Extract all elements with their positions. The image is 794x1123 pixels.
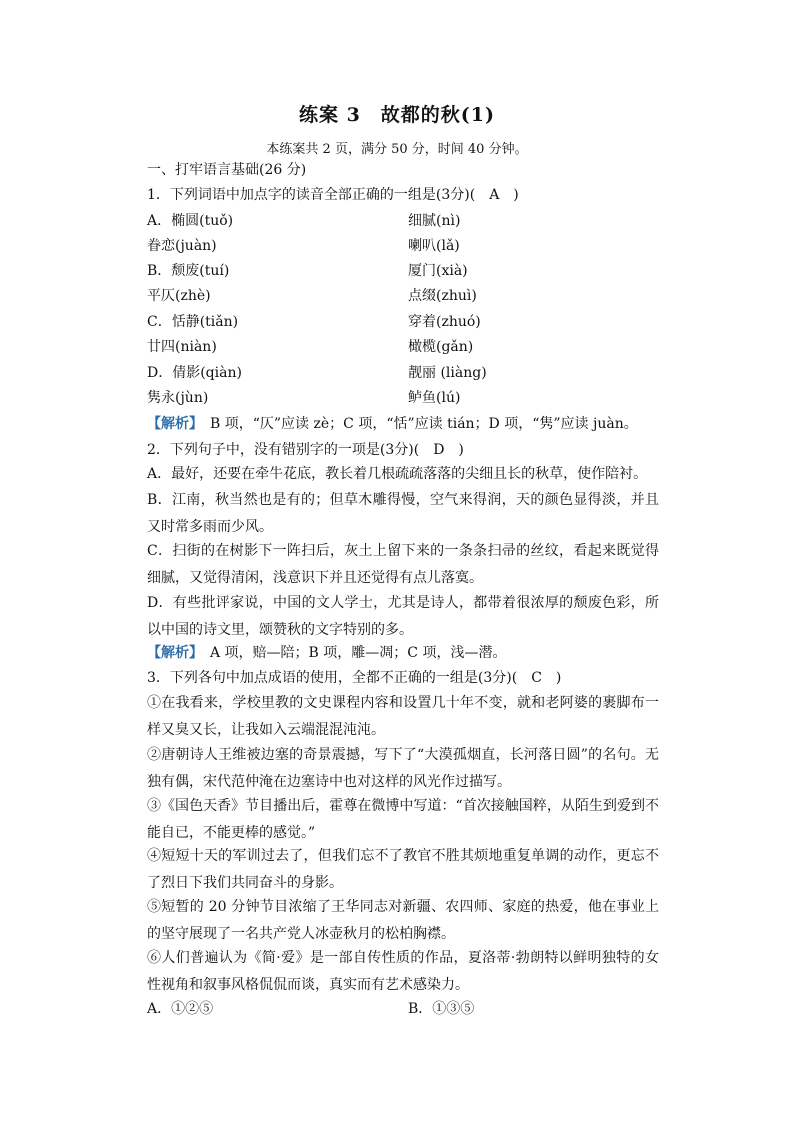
q3-option-a: A．①②⑤ — [147, 1001, 214, 1017]
q1-option-cell: 廿四(niàn) — [147, 339, 217, 355]
q1-option-cell: 喇叭(lǎ) — [408, 238, 460, 254]
q3-sentence-1: ①在我看来，学校里教的文史课程内容和设置几十年不变，就和老阿婆的裹脚布一样又臭又长，让我如入云端混混沌沌。 — [147, 695, 659, 738]
q1-option-cell: 眷恋(juàn) — [147, 238, 217, 254]
q1-option-cell: 平仄(zhè) — [147, 288, 211, 304]
q3-sentence-5: ⑤短暂的 20 分钟节目浓缩了王华同志对新疆、农四师、家庭的热爱，他在事业上的坚守展现了一名共产党人冰壶秋月的松柏胸襟。 — [147, 899, 659, 942]
analysis-text: A 项，赔—陪；B 项，雕—凋；C 项，浅—潜。 — [196, 645, 507, 661]
q3-option-b: B．①③⑤ — [408, 1001, 475, 1017]
q3-sentence-2: ②唐朝诗人王维被边塞的奇景震撼，写下了“大漠孤烟直，长河落日圆”的名句。无独有偶，宋代范仲淹在边塞诗中也对这样的风光作过描写。 — [147, 747, 659, 790]
analysis-label: 【解析】 — [147, 416, 196, 432]
q1-option-cell: B．颓废(tuí) — [147, 263, 230, 279]
q2-option-c: C．扫街的在树影下一阵扫后，灰土上留下来的一条条扫帚的丝纹，看起来既觉得细腻，又觉得清闲，浅意识下并且还觉得有点儿落寞。 — [147, 543, 659, 586]
q2-option-d: D．有些批评家说，中国的文人学士，尤其是诗人，都带着很浓厚的颓废色彩，所以中国的诗文里，颂赞秋的文字特别的多。 — [147, 595, 659, 638]
question-1-stem: 1．下列词语中加点字的读音全部正确的一组是(3分)( A ) — [147, 187, 519, 203]
q3-sentence-6: ⑥人们普遍认为《简·爱》是一部自传性质的作品，夏洛蒂·勃朗特以鲜明独特的女性视角和叙事风格侃侃而谈，真实而有艺术感染力。 — [147, 950, 659, 993]
q1-option-cell: C．恬静(tiǎn) — [147, 314, 239, 330]
analysis-label: 【解析】 — [147, 645, 196, 661]
q1-option-cell: 穿着(zhuó) — [408, 314, 481, 330]
q2-analysis — [147, 643, 506, 663]
q1-option-cell: A．椭圆(tuǒ) — [147, 213, 234, 229]
q1-option-cell: 厦门(xià) — [408, 263, 468, 279]
question-2-stem: 2．下列句子中，没有错别字的一项是(3分)( D ) — [147, 442, 464, 458]
page-subtitle: 本练案共 2 页，满分 50 分，时间 40 分钟。 — [266, 142, 528, 157]
q1-analysis — [147, 414, 638, 434]
q3-sentence-4: ④短短十天的军训过去了，但我们忘不了教官不胜其烦地重复单调的动作，更忘不了烈日下我们共同奋斗的身影。 — [147, 848, 659, 891]
section-heading: 一、打牢语言基础(26 分) — [147, 162, 307, 178]
q2-option-b: B．江南，秋当然也是有的；但草木雕得慢，空气来得润，天的颜色显得淡，并且又时常多雨而少风。 — [147, 492, 659, 535]
q1-option-cell: 靓丽 (liàng) — [408, 365, 487, 381]
q1-option-cell: 鲈鱼(lú) — [408, 390, 461, 406]
q1-option-cell: 点缀(zhuì) — [408, 288, 477, 304]
q1-option-cell: 隽永(jùn) — [147, 390, 209, 406]
analysis-text: B 项，“仄”应读 zè；C 项，“恬”应读 tián；D 项，“隽”应读 juàn。 — [196, 416, 638, 432]
q1-option-cell: 细腻(nì) — [408, 213, 461, 229]
q1-option-cell: 橄榄(gǎn) — [408, 339, 474, 355]
q1-option-cell: D．倩影(qiàn) — [147, 365, 242, 381]
q2-option-a: A．最好，还要在牵牛花底，教长着几根疏疏落落的尖细且长的秋草，使作陪衬。 — [147, 466, 648, 482]
question-3-stem: 3．下列各句中加点成语的使用，全都不正确的一组是(3分)( C ) — [147, 670, 562, 686]
q3-sentence-3: ③《国色天香》节目播出后，霍尊在微博中写道：“首次接触国粹，从陌生到爱到不能自已，不能更棒的感觉。” — [147, 798, 659, 841]
page-title: 练案 3 故都的秋(1) — [298, 104, 496, 126]
